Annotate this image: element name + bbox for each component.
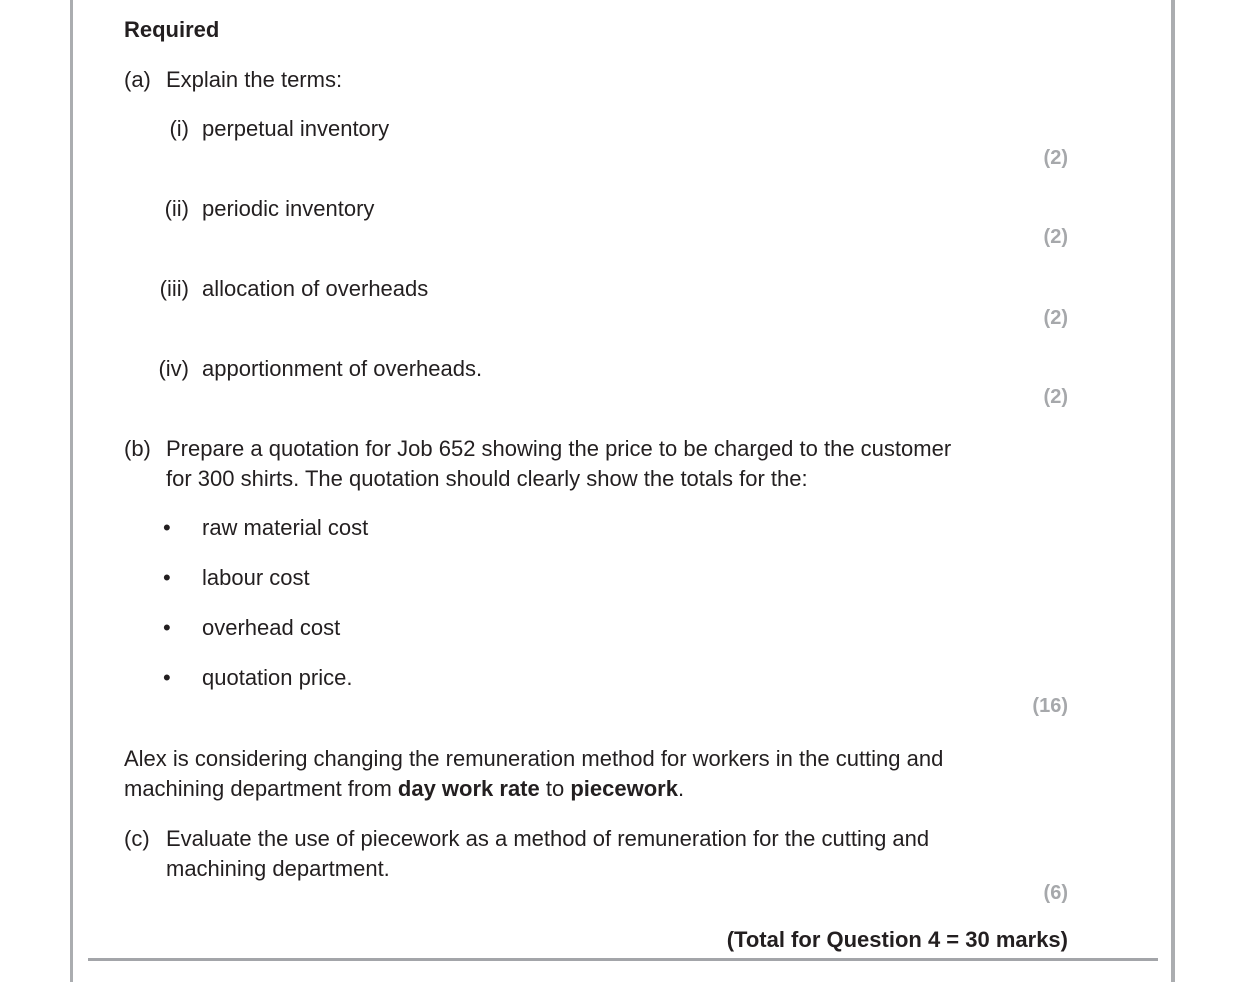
bullet-text: raw material cost — [202, 515, 369, 540]
part-a-prompt: Explain the terms: — [166, 67, 343, 92]
bullet-item-overhead — [124, 614, 1068, 642]
left-page-rule — [70, 0, 73, 982]
marks-badge-iii: (2) — [1043, 307, 1068, 329]
context-bold-piecework: piecework — [570, 776, 678, 801]
question-part-a — [124, 65, 1068, 95]
part-b-prompt — [166, 434, 1068, 494]
total-marks-line: (Total for Question 4 = 30 marks) — [726, 927, 1068, 952]
bullet-text: overhead cost — [202, 615, 341, 640]
context-paragraph — [124, 744, 1068, 804]
bullet-text: quotation price. — [202, 665, 353, 690]
subitem-iii-numeral: (iii) — [159, 276, 189, 301]
subitem-ii-text: periodic inventory — [202, 196, 375, 221]
part-c-prompt-line-2: machining department. — [166, 856, 390, 881]
marks-badge-i: (2) — [1043, 147, 1068, 169]
bullet-dot-icon: • — [163, 615, 171, 640]
bullet-item-quotation-price — [124, 664, 1068, 692]
right-page-rule — [1171, 0, 1175, 982]
marks-badge-part-b: (16) — [1032, 695, 1068, 717]
marks-badge-ii: (2) — [1043, 226, 1068, 248]
question-end-rule — [88, 958, 1158, 961]
subitem-i-numeral: (i) — [169, 116, 189, 141]
context-line-2-pre: machining department from — [124, 776, 398, 801]
context-line-2-mid: to — [539, 776, 571, 801]
marks-badge-iv: (2) — [1043, 386, 1068, 408]
question-content — [124, 0, 1068, 952]
subitem-i — [124, 115, 1068, 143]
question-part-b — [124, 434, 1068, 494]
part-c-label: (c) — [124, 826, 150, 851]
part-a-label: (a) — [124, 67, 151, 92]
context-line-2-end: . — [677, 776, 685, 801]
bullet-item-labour — [124, 564, 1068, 592]
subitem-iii — [124, 275, 1068, 303]
bullet-dot-icon: • — [163, 665, 171, 690]
part-b-prompt-line-2: for 300 shirts. The quotation should clearly show the totals for the: — [166, 466, 808, 491]
subitem-ii-numeral: (ii) — [164, 196, 189, 221]
context-bold-day-work-rate: day work rate — [397, 776, 540, 801]
subitem-iv-numeral: (iv) — [158, 356, 189, 381]
bullet-item-raw-material — [124, 514, 1068, 542]
subitem-iv-text: apportionment of overheads. — [202, 356, 483, 381]
required-heading: Required — [124, 17, 220, 42]
subitem-iii-text: allocation of overheads — [202, 276, 429, 301]
part-c-prompt — [166, 824, 1068, 884]
part-b-label: (b) — [124, 436, 151, 461]
subitem-ii — [124, 195, 1068, 223]
bullet-text: labour cost — [202, 565, 310, 590]
bullet-dot-icon: • — [163, 515, 171, 540]
context-line-1: Alex is considering changing the remuneration method for workers in the cutting and — [124, 746, 944, 771]
subitem-i-text: perpetual inventory — [202, 116, 390, 141]
context-line-2 — [124, 774, 1068, 804]
part-b-prompt-line-1: Prepare a quotation for Job 652 showing the price to be charged to the customer — [166, 436, 952, 461]
marks-badge-part-c: (6) — [1043, 882, 1068, 904]
bullet-dot-icon: • — [163, 565, 171, 590]
question-part-c — [124, 824, 1068, 884]
subitem-iv — [124, 355, 1068, 383]
part-c-prompt-line-1: Evaluate the use of piecework as a method of remuneration for the cutting and — [166, 826, 930, 851]
